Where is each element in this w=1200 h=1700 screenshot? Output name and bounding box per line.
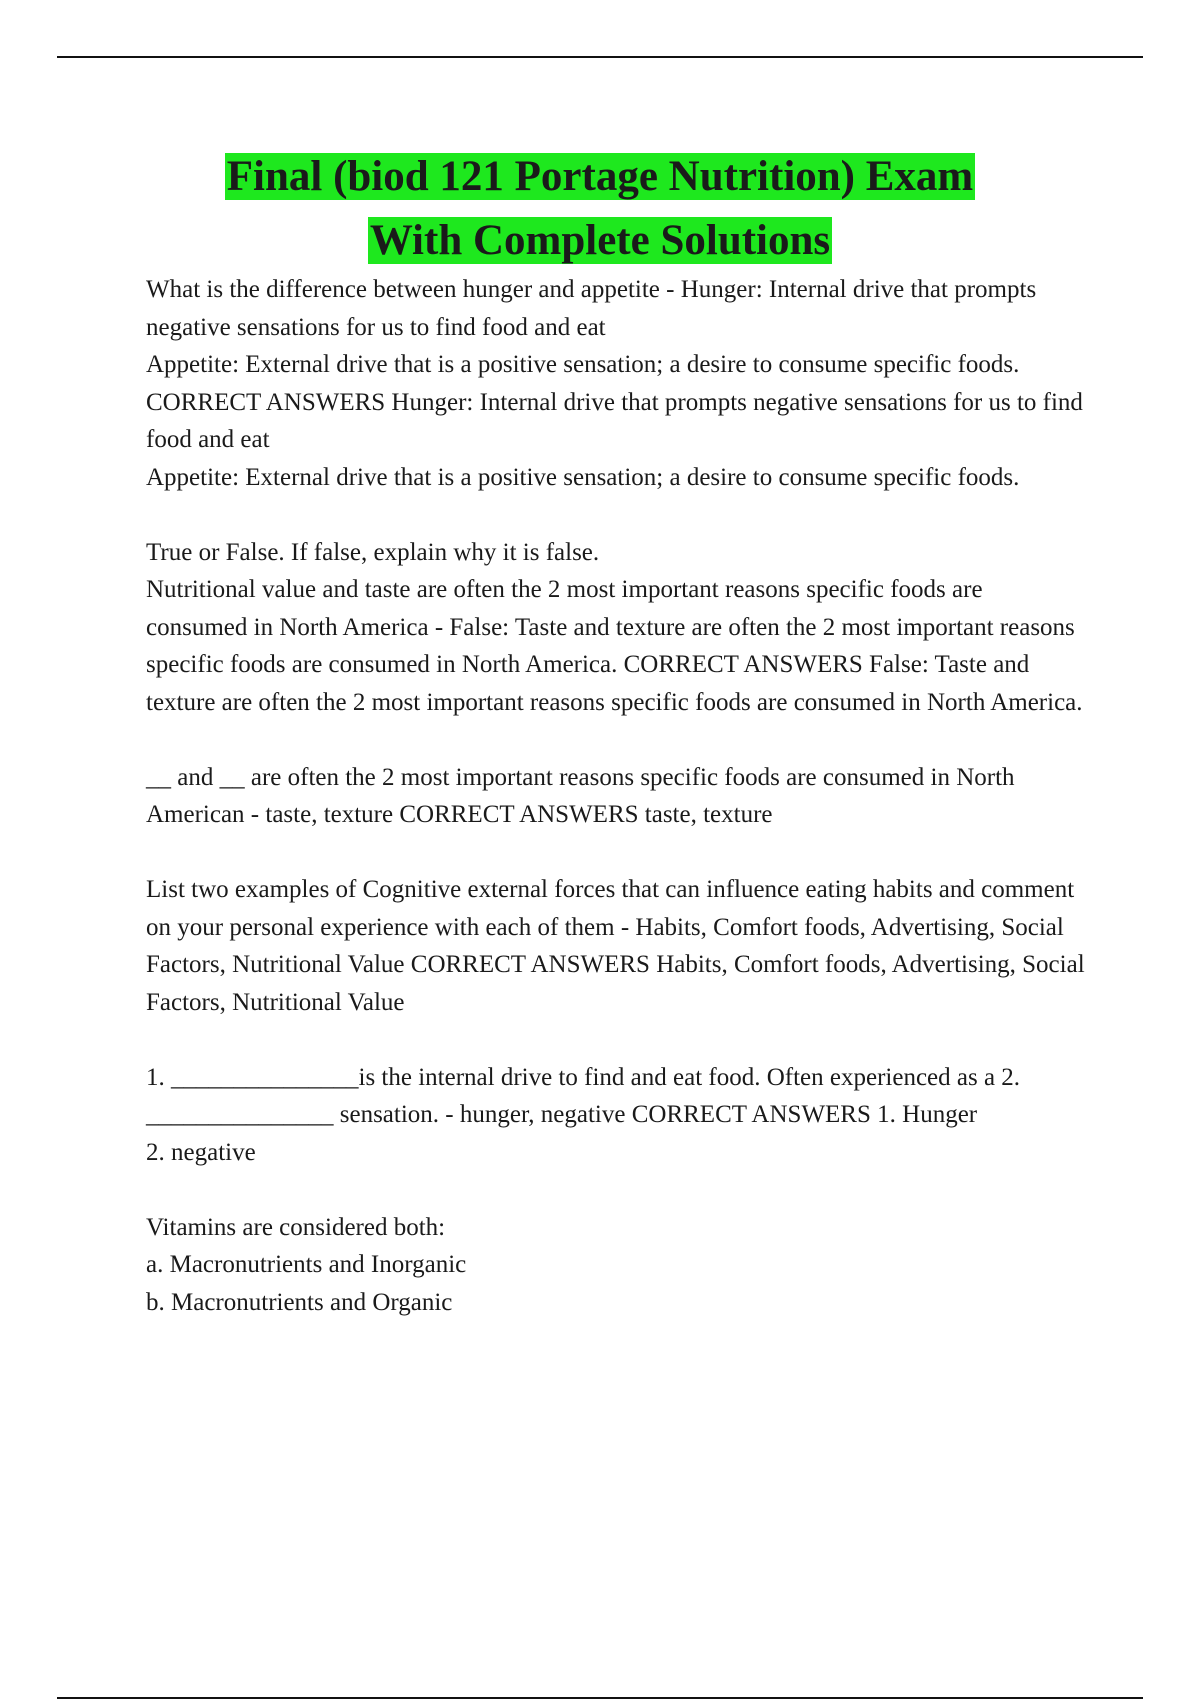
paragraph: 1. _______________is the internal drive to find and eat food. Often experienced as a 2. _______________ sensation. - hunger, negative CORRECT ANSWERS 1. Hunger (146, 1063, 1021, 1128)
header-rule (57, 56, 1143, 58)
paragraph: True or False. If false, explain why it is false. (146, 538, 600, 566)
document-body (146, 271, 1086, 1321)
answer-option: b. Macronutrients and Organic (146, 1288, 453, 1316)
paragraph: What is the difference between hunger and appetite - Hunger: Internal drive that prompts negative sensations for us to find food and eat (146, 276, 1037, 341)
question-block-6 (146, 1209, 1086, 1322)
paragraph: Appetite: External drive that is a positive sensation; a desire to consume specific foods. (146, 463, 1020, 491)
paragraph: List two examples of Cognitive external forces that can influence eating habits and comment on your personal experience with each of them - Habits, Comfort foods, Advertising, Social Factors, Nutritional Value CORRECT ANSWERS Habits, Comfort foods, Advertising, Social Factors, Nutritional Value (146, 876, 1085, 1016)
paragraph: __ and __ are often the 2 most important reasons specific foods are consumed in North American - taste, texture CORRECT ANSWERS taste, texture (146, 763, 1015, 828)
answer-option: a. Macronutrients and Inorganic (146, 1251, 467, 1278)
document-title-line-2: With Complete Solutions (369, 217, 831, 264)
paragraph: Nutritional value and taste are often the 2 most important reasons specific foods are consumed in North America - False: Taste and texture are often the 2 most important reasons specific foods are consumed in North America. CORRECT ANSWERS False: Taste and texture are often the 2 most important reasons specific foods are consumed in North America. (146, 576, 1083, 716)
footer-rule (57, 1697, 1143, 1699)
paragraph: 2. negative (146, 1138, 256, 1166)
question-block-4 (146, 871, 1086, 1021)
document-title-line-1: Final (biod 121 Portage Nutrition) Exam (226, 153, 974, 200)
question-block-2 (146, 534, 1086, 722)
question-block-1 (146, 271, 1086, 496)
question-block-3 (146, 759, 1086, 834)
paragraph: Appetite: External drive that is a positive sensation; a desire to consume specific foods. CORRECT ANSWERS Hunger: Internal drive that prompts negative sensations for us to find food and eat (146, 351, 1083, 453)
paragraph: Vitamins are considered both: (146, 1213, 446, 1241)
question-block-5 (146, 1059, 1086, 1172)
document-title (0, 145, 1200, 273)
